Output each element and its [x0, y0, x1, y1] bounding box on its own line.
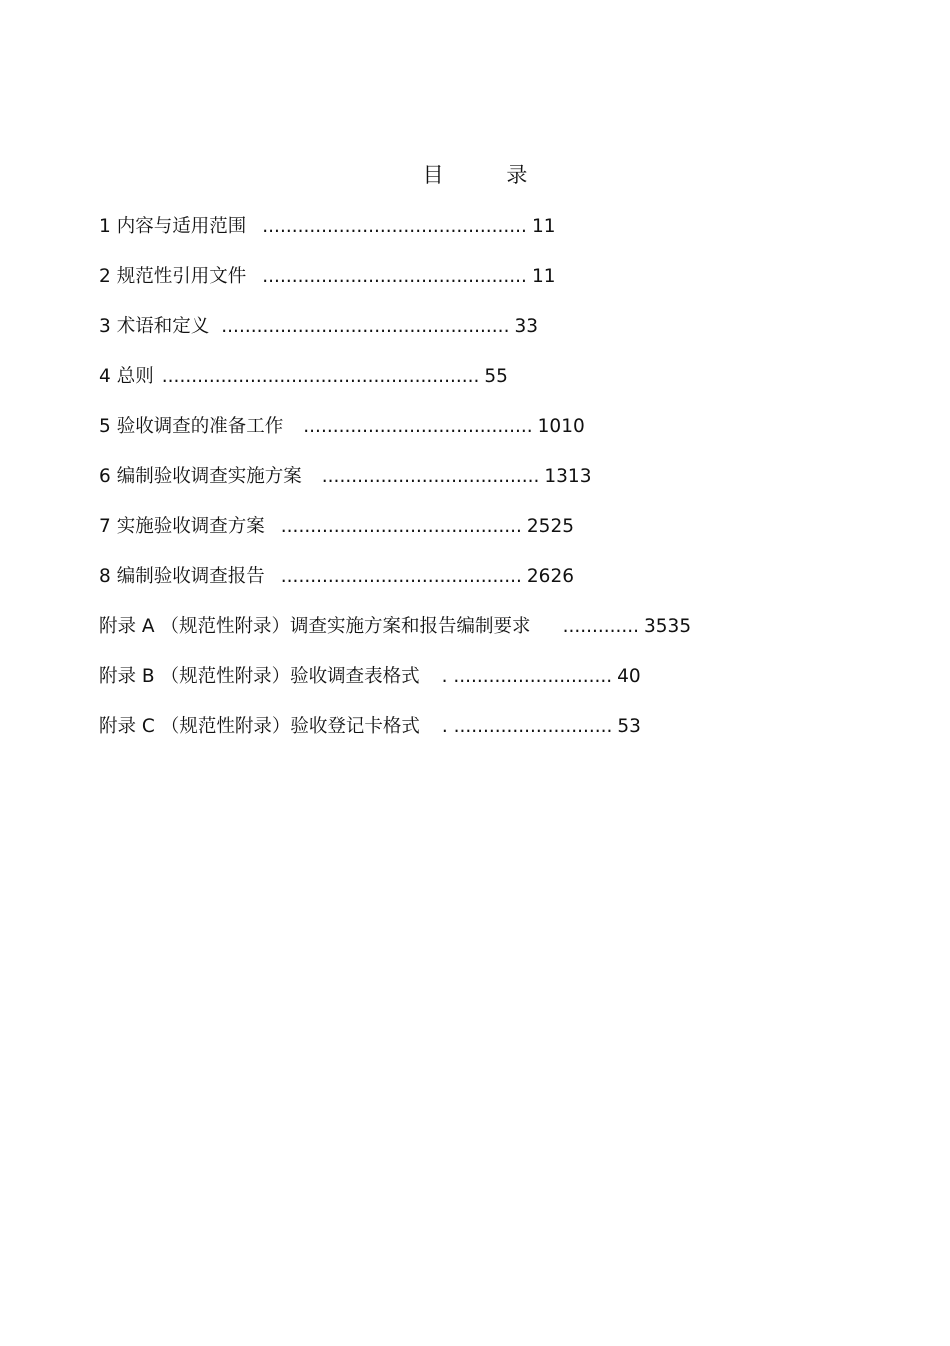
toc-entry-page: 55 — [484, 366, 508, 387]
toc-entry-title: （规范性附录）验收登记卡格式 — [160, 716, 420, 737]
toc-entry-page: 3535 — [644, 616, 692, 637]
toc-entry-leader: ................................................. — [221, 316, 510, 337]
toc-entry-number: 附录 A — [99, 616, 155, 637]
toc-entry-leader: . ........................... — [441, 666, 613, 687]
toc-entry[interactable] — [99, 612, 691, 662]
toc-entry-title: （规范性附录）验收调查表格式 — [160, 666, 420, 687]
toc-entry-title: 总则 — [116, 366, 154, 387]
toc-entry-leader: ............................................. — [262, 216, 527, 237]
toc-entry-page: 53 — [617, 716, 641, 737]
toc-entry[interactable] — [99, 312, 691, 362]
toc-entry-leader: ............. — [562, 616, 640, 637]
toc-entry-leader: . ........................... — [441, 716, 613, 737]
toc-entry-title: 编制验收调查实施方案 — [116, 466, 302, 487]
toc-entry-number: 3 — [99, 316, 111, 337]
toc-entry-leader: ...................................................... — [161, 366, 480, 387]
toc-entry-page: 2525 — [526, 516, 574, 537]
toc-entry-page: 11 — [531, 266, 556, 287]
toc-entry-number: 附录 B — [99, 666, 155, 687]
toc-entry-page: 1010 — [537, 416, 585, 437]
toc-entry[interactable] — [99, 512, 691, 562]
toc-entry-number: 6 — [99, 466, 111, 487]
toc-entry-number: 2 — [99, 266, 111, 287]
toc-entry-number: 8 — [99, 566, 111, 587]
toc-entry-number: 5 — [99, 416, 111, 437]
toc-entry[interactable] — [99, 712, 691, 762]
toc-entry[interactable] — [99, 412, 691, 462]
toc-entry-number: 1 — [99, 216, 111, 237]
toc-list — [99, 212, 691, 762]
toc-entry[interactable] — [99, 362, 691, 412]
toc-entry-page: 1313 — [544, 466, 592, 487]
toc-entry-title: 实施验收调查方案 — [116, 516, 265, 537]
toc-entry[interactable] — [99, 212, 691, 262]
toc-entry-number: 4 — [99, 366, 111, 387]
toc-entry-title: 内容与适用范围 — [116, 216, 247, 237]
toc-entry-number: 附录 C — [99, 716, 155, 737]
toc-entry-leader: ..................................... — [321, 466, 540, 487]
toc-entry-title: 规范性引用文件 — [116, 266, 247, 287]
toc-entry-leader: ......................................... — [280, 516, 522, 537]
toc-entry-page: 11 — [531, 216, 556, 237]
toc-entry-page: 40 — [617, 666, 641, 687]
toc-entry-page: 2626 — [526, 566, 574, 587]
toc-entry-page: 33 — [514, 316, 538, 337]
toc-title: 目 录 — [422, 163, 556, 187]
toc-entry-leader: ......................................... — [280, 566, 522, 587]
toc-entry-leader: ............................................. — [262, 266, 527, 287]
toc-entry[interactable] — [99, 262, 691, 312]
toc-entry[interactable] — [99, 462, 691, 512]
toc-entry[interactable] — [99, 562, 691, 612]
toc-entry-leader: ....................................... — [303, 416, 533, 437]
toc-entry-title: 验收调查的准备工作 — [116, 416, 284, 437]
toc-entry-title: 编制验收调查报告 — [116, 566, 265, 587]
toc-entry[interactable] — [99, 662, 691, 712]
toc-entry-title: （规范性附录）调查实施方案和报告编制要求 — [160, 616, 531, 637]
toc-entry-title: 术语和定义 — [116, 316, 210, 337]
toc-entry-number: 7 — [99, 516, 111, 537]
